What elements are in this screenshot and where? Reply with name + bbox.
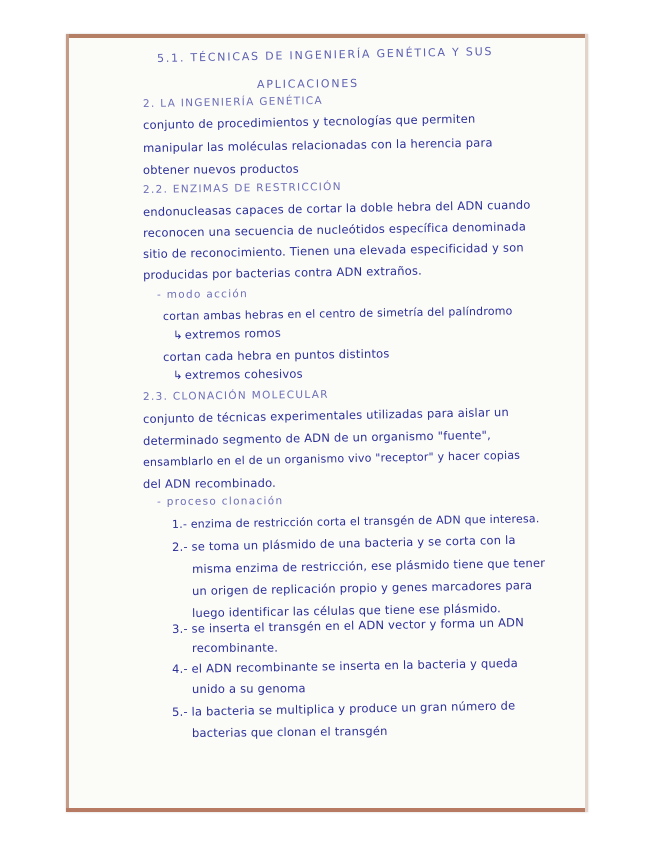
section-2-line: reconocen una secuencia de nucleótidos específica denominada [142,219,527,240]
section-1-line: conjunto de procedimientos y tecnologías que permiten [142,111,476,132]
section-3-line: determinado segmento de ADN de un organismo "fuente", [142,427,492,448]
process-step: 5.- la bacteria se multiplica y produce un gran número de [171,698,516,719]
section-3-line: conjunto de técnicas experimentales utilizadas para aislar un [142,404,510,426]
arrow-icon: ↳ [172,367,183,382]
section-1-heading: 2. LA INGENIERÍA GENÉTICA [142,94,324,110]
section-2-line: producidas por bacterias contra ADN extraños. [142,263,423,282]
section-2-heading: 2.2. ENZIMAS DE RESTRICCIÓN [142,180,342,196]
page-bottom-edge [66,808,588,812]
section-1-line: obtener nuevos productos [142,161,299,177]
process-step: unido a su genoma [191,681,306,696]
page-left-edge [66,34,69,812]
section-2-line: sitio de reconocimiento. Tienen una elevada especificidad y son [142,240,524,261]
process-step: 3.- se inserta el transgén en el ADN vector y forma un ADN [171,615,525,636]
process-step: 1.- enzima de restricción corta el transgén de ADN que interesa. [171,512,540,531]
page-right-edge [585,34,588,812]
mode-a-result [173,326,281,342]
mode-b-text: cortan cada hebra en puntos distintos [162,346,390,364]
process-step: bacterias que clonan el transgén [191,723,388,740]
section-3-heading: 2.3. CLONACIÓN MOLECULAR [142,388,329,403]
section-2-line: endonucleasas capaces de cortar la doble hebra del ADN cuando [142,197,531,219]
section-1-line: manipular las moléculas relacionadas con la herencia para [142,135,493,155]
process-label: - proceso clonación [156,495,284,508]
process-step: un origen de replicación propio y genes marcadores para [191,578,533,598]
process-step: luego identificar las células que tiene ese plásmido. [191,601,502,620]
mode-b-result-label: extremos cohesivos [184,366,303,382]
process-step: misma enzima de restricción, ese plásmido tiene que tener [191,555,546,576]
mode-a-text: cortan ambas hebras en el centro de simetría del palíndromo [162,304,513,323]
section-3-line: del ADN recombinado. [142,475,276,491]
page-title-line-1: 5.1. TÉCNICAS DE INGENIERÍA GENÉTICA Y SUS [156,44,494,65]
process-step: recombinante. [191,640,279,655]
page-top-edge [66,34,588,38]
process-step: 4.- el ADN recombinante se inserta en la bacteria y queda [171,655,519,676]
process-step: 2.- se toma un plásmido de una bacteria y se corta con la [171,532,516,554]
mode-label: - modo acción [156,288,249,301]
arrow-icon: ↳ [172,327,183,342]
section-3-line: ensamblarlo en el de un organismo vivo "receptor" y hacer copias [142,448,521,469]
mode-b-result [173,367,303,382]
mode-a-result-label: extremos romos [184,325,282,342]
page-title-line-2: APLICACIONES [256,76,359,91]
